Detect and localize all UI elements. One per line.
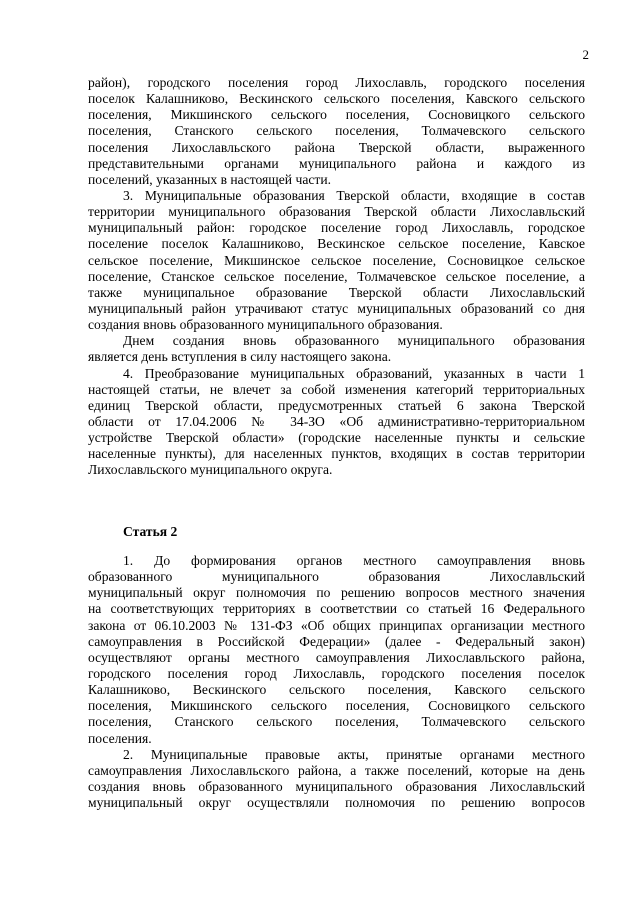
paragraph <box>88 747 585 812</box>
text-line: на соответствующих территориях в соответствии со статьей 16 Федерального <box>88 601 585 617</box>
page-number: 2 <box>582 47 589 62</box>
paragraph <box>88 366 585 479</box>
text-line: муниципальный район утрачивают статус муниципальных образований со дня <box>88 300 585 316</box>
text-line: также муниципальное образование Тверской области Лихославльский <box>88 284 585 300</box>
paragraph <box>88 75 585 188</box>
text-line: поселения, Микшинского сельского поселения, Сосновицкого сельского <box>88 107 585 123</box>
text-line: самоуправления в Российской Федерации» (далее - Федеральный закон) <box>88 633 585 649</box>
text-line: поселок Калашниково, Вескинского сельского поселения, Кавского сельского <box>88 91 585 107</box>
text-line: образованного муниципального образования Лихославльский <box>88 569 585 585</box>
text-line: закона от 06.10.2003 № 131-ФЗ «Об общих принципах организации местного <box>88 617 585 633</box>
text-line: самоуправления Лихославльского района, а также поселений, которые на день <box>88 762 585 778</box>
text-line: населенные пункты), для населенных пунктов, входящих в состав территории <box>88 446 585 462</box>
paragraph <box>88 188 585 333</box>
text-line: городского поселения город Лихославль, городского поселения поселок <box>88 665 585 681</box>
text-line: муниципальный округ полномочия по решению вопросов местного значения <box>88 585 585 601</box>
article-heading: Статья 2 <box>123 524 178 539</box>
text-line: настоящей статьи, не влечет за собой изменения категорий территориальных <box>88 381 585 397</box>
text-line: осуществляют органы местного самоуправления Лихославльского района, <box>88 649 585 665</box>
text-line: поселения, Станского сельского поселения, Толмачевского сельского <box>88 714 585 730</box>
text-line: муниципальный округ осуществляли полномочия по решению вопросов <box>88 795 585 811</box>
text-line: поселения. <box>88 730 152 746</box>
text-line: поселение поселок Калашниково, Вескинское сельское поселение, Кавское <box>88 236 585 252</box>
text-line: территории муниципального образования Тверской области Лихославльский <box>88 204 585 220</box>
text-line: 4. Преобразование муниципальных образований, указанных в части 1 <box>123 365 585 381</box>
text-line: муниципальный район: городское поселение город Лихославль, городское <box>88 220 585 236</box>
text-line: поселение, Станское сельское поселение, Толмачевское сельское поселение, а <box>88 268 585 284</box>
text-line: сельское поселение, Микшинское сельское поселение, Сосновицкое сельское <box>88 252 585 268</box>
text-line: Калашниково, Вескинского сельского поселения, Кавского сельского <box>88 682 585 698</box>
text-line: Днем создания вновь образованного муниципального образования <box>123 333 585 349</box>
paragraph <box>88 333 585 365</box>
text-line: поселения, Станского сельского поселения, Толмачевского сельского <box>88 123 585 139</box>
text-line: является день вступления в силу настоящего закона. <box>88 349 392 365</box>
text-line: создания вновь образованного муниципального образования Лихославльский <box>88 778 585 794</box>
body-text-article-2 <box>88 553 585 811</box>
text-line: создания вновь образованного муниципального образования. <box>88 317 443 333</box>
text-line: 3. Муниципальные образования Тверской области, входящие в состав <box>123 187 585 203</box>
text-line: области от 17.04.2006 № 34-ЗО «Об административно-территориальном <box>88 413 585 429</box>
text-line: поселения Лихославльского района Тверской области, выраженного <box>88 139 585 155</box>
paragraph <box>88 553 585 747</box>
text-line: Лихославльского муниципального округа. <box>88 462 333 478</box>
text-line: устройстве Тверской области» (городские населенные пункты и сельские <box>88 430 585 446</box>
text-line: 2. Муниципальные правовые акты, принятые органами местного <box>123 746 585 762</box>
text-line: представительными органами муниципального района и каждого из <box>88 155 585 171</box>
text-line: 1. До формирования органов местного самоуправления вновь <box>123 553 585 568</box>
text-line: район), городского поселения город Лихославль, городского поселения <box>88 75 585 90</box>
text-line: единиц Тверской области, предусмотренных статьей 6 закона Тверской <box>88 397 585 413</box>
text-line: поселений, указанных в настоящей части. <box>88 171 331 187</box>
body-text-top <box>88 75 585 479</box>
text-line: поселения, Микшинского сельского поселения, Сосновицкого сельского <box>88 698 585 714</box>
